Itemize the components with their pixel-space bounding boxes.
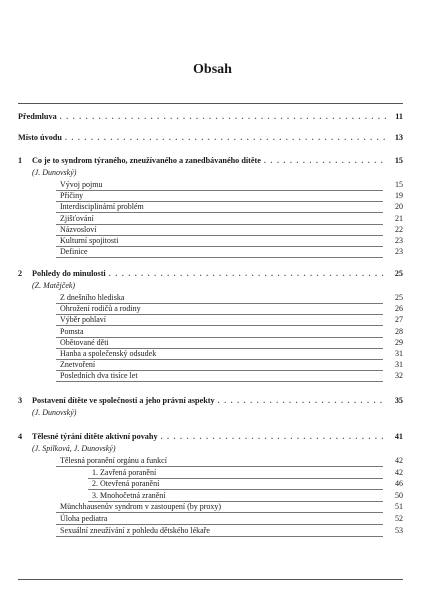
page-number: 27 [395,315,403,325]
page-number: 19 [395,191,403,201]
chapter-2-item [60,327,403,337]
page-number: 29 [395,337,403,347]
chapter-1-item [60,247,403,257]
entry-title: Předmluva [18,112,57,121]
page-number: 31 [395,360,403,370]
toc-entry-predmluva [18,112,403,122]
dot-leader [60,112,386,122]
item-title: Interdisciplinární problém [60,202,144,212]
entry-title: Tělesné týrání dítěte aktivní povahy [32,432,158,441]
chapter-number: 2 [18,269,23,278]
page-number: 25 [394,269,403,278]
page-number: 42 [395,467,403,477]
chapter-2-item [60,360,403,370]
dot-leader [109,269,386,279]
item-title: Vývoj pojmu [60,180,103,189]
page-number: 11 [395,112,403,121]
chapter-2-item [60,315,403,325]
page-number: 42 [395,456,403,465]
chapter-author: (Z. Matějček) [32,281,76,290]
entry-title: Pohledy do minulosti [32,269,106,278]
chapter-number: 4 [18,432,23,441]
chapter-4-item [60,502,403,512]
page-number: 20 [395,202,403,212]
chapter-1-item [60,236,403,246]
item-title: Posledních dva tisíce let [60,371,138,381]
dot-leader [264,156,386,166]
chapter-1-item [60,225,403,235]
item-underline [56,536,383,537]
page-number: 22 [395,224,403,234]
page-number: 25 [395,293,403,302]
chapter-1-item [60,202,403,212]
toc-entry-misto-uvodu [18,133,403,143]
chapter-2-item [60,349,403,359]
item-title: Ohrožení rodičů a rodiny [60,304,141,314]
dot-leader [218,396,386,406]
chapter-4-item [60,514,403,524]
item-title: Obětované děti [60,337,109,347]
page-number: 23 [395,236,403,245]
chapter-number: 3 [18,396,23,405]
chapter-author: (J. Spilková, J. Dunovský) [32,444,116,453]
chapter-1-item [60,214,403,224]
page-number: 35 [394,396,403,405]
item-title: Úloha pediatra [60,514,108,523]
chapter-2-item [60,338,403,348]
item-title: Názvosloví [60,224,97,234]
item-title: Pomsta [60,326,84,336]
page-title: Obsah [193,62,232,77]
chapter-4-item [92,491,403,501]
dot-leader [65,133,386,143]
page-number: 46 [395,479,403,489]
chapter-4-item [92,468,403,478]
top-rule [18,103,403,104]
page-number: 51 [395,502,403,512]
page-number: 21 [395,213,403,223]
item-title: 1. Zavřená poranění [92,467,157,477]
item-title: 3. Mnohočetná zranění [92,490,166,500]
bottom-rule [18,579,403,580]
item-title: Sexuální zneužívání z pohledu dětského lékaře [60,525,210,535]
page-number: 13 [394,133,403,142]
item-title: Z dnešního hlediska [60,293,125,302]
item-underline [56,381,383,382]
page-number: 53 [395,525,403,535]
page-number: 28 [395,326,403,336]
chapter-1-item [60,191,403,201]
page-number: 52 [395,514,403,523]
item-underline [56,257,383,258]
chapter-1-item [60,180,403,190]
item-title: Zjišťování [60,213,94,223]
chapter-4-item [60,526,403,536]
page-number: 15 [395,180,403,189]
chapter-2-item [60,371,403,381]
item-title: Münchhausenův syndrom v zastoupení (by proxy) [60,502,222,512]
item-title: Tělesná poranění orgánu a funkcí [60,456,167,465]
page-number: 15 [394,156,403,165]
item-title: Kulturní spojitosti [60,236,119,245]
chapter-2-heading [18,269,403,279]
chapter-2-item [60,293,403,303]
page-number: 32 [395,371,403,381]
page-number: 41 [394,432,403,441]
page-number: 26 [395,304,403,314]
item-title: Výběr pohlaví [60,315,106,325]
chapter-4-item [60,456,403,466]
item-title: Definice [60,247,88,257]
chapter-4-heading [18,432,403,442]
item-title: Hanba a společenský odsudek [60,349,157,358]
page-number: 31 [395,349,403,358]
item-title: Znetvoření [60,360,96,370]
item-title: Příčiny [60,191,84,201]
chapter-2-item [60,304,403,314]
entry-title: Co je to syndrom týraného, zneužívaného a zanedbávaného dítěte [32,156,261,165]
chapter-author: (J. Dunovský) [32,408,77,417]
page-number: 50 [395,490,403,500]
entry-title: Místo úvodu [18,133,62,142]
entry-title: Postavení dítěte ve společnosti a jeho právní aspekty [32,396,215,405]
page-number: 23 [395,247,403,257]
chapter-3-heading [18,396,403,406]
item-title: 2. Otevřená poranění [92,479,160,489]
chapter-4-item [92,479,403,489]
chapter-1-heading [18,156,403,166]
dot-leader [161,432,386,442]
chapter-number: 1 [18,156,23,165]
chapter-author: (J. Dunovský) [32,168,77,177]
